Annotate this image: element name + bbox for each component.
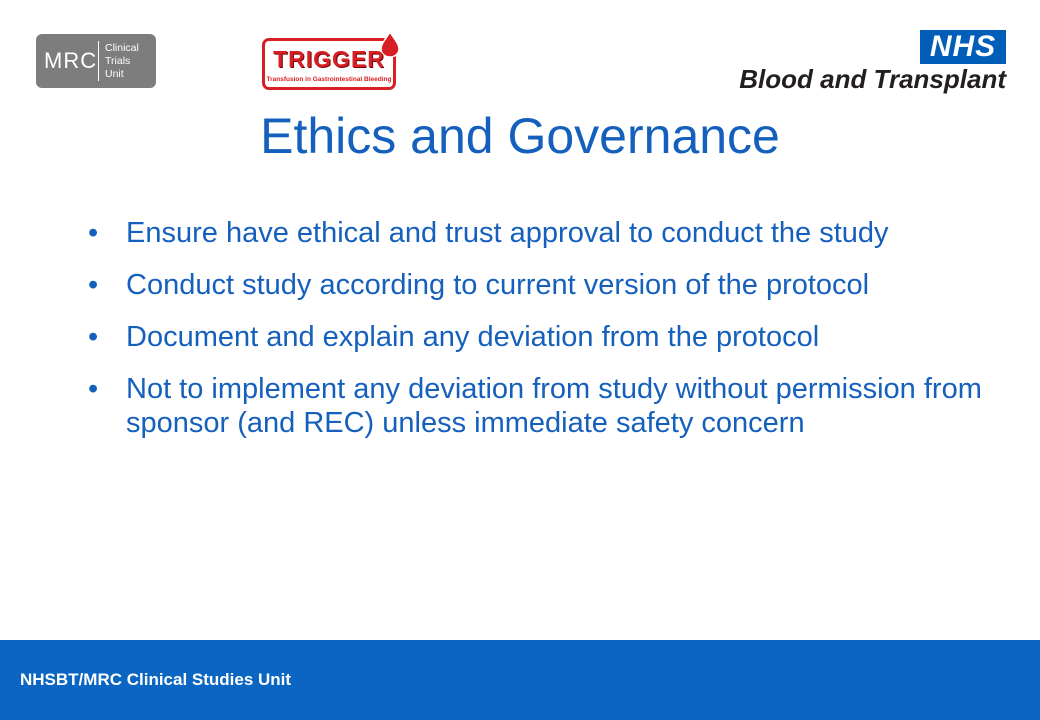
- mrc-logo-main: MRC: [44, 48, 98, 73]
- footer-text: NHSBT/MRC Clinical Studies Unit: [20, 670, 292, 689]
- trigger-logo: [262, 38, 396, 90]
- mrc-logo-line3: Unit: [105, 67, 124, 80]
- mrc-logo-line1: Clinical: [105, 41, 139, 54]
- footer-bar: [0, 640, 1040, 720]
- slide-title: Ethics and Governance: [260, 108, 780, 164]
- bullet-text: Document and explain any deviation from the protocol: [126, 321, 820, 353]
- bullet-text: Not to implement any deviation from study without permission from sponsor (and REC) unless immediate safety concern: [126, 373, 982, 439]
- bullet-item: [86, 320, 986, 354]
- mrc-logo-subtext: [105, 42, 139, 81]
- mrc-ctu-logo: [36, 34, 156, 88]
- nhs-logo-name: Blood and Transplant: [739, 64, 1006, 94]
- bullet-marker: •: [88, 321, 99, 353]
- mrc-logo-line2: Trials: [105, 54, 131, 67]
- nhs-logo-badge: NHS: [920, 30, 1006, 64]
- bullet-item: [86, 372, 986, 440]
- trigger-logo-title: TRIGGER: [273, 46, 385, 72]
- bullet-item: [86, 268, 986, 302]
- bullet-item: [86, 216, 986, 250]
- bullet-text: Ensure have ethical and trust approval to conduct the study: [126, 217, 889, 249]
- mrc-logo-divider: [98, 41, 99, 81]
- bullet-marker: •: [88, 373, 99, 405]
- bullet-text: Conduct study according to current version of the protocol: [126, 269, 870, 301]
- bullet-list: [86, 216, 986, 458]
- bullet-marker: •: [88, 269, 99, 301]
- trigger-logo-subtitle: Transfusion in Gastrointestinal Bleeding: [266, 76, 392, 83]
- bullet-marker: •: [88, 217, 99, 249]
